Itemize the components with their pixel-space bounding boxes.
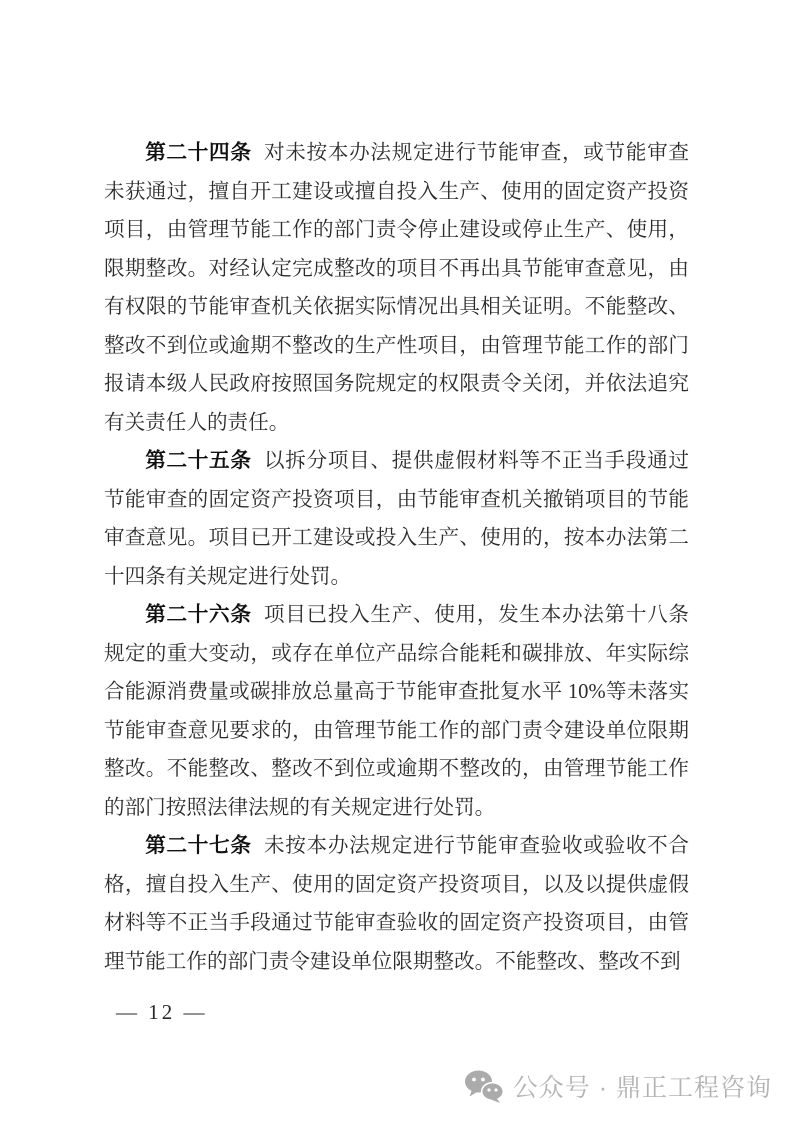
article-text: 项目已投入生产、使用，发生本办法第十八条规定的重大变动，或存在单位产品综合能耗和碳排放、年实际综合能源消费量或碳排放总量高于节能审查批复水平 10%等未落实节能审查意见要求的，由管理节能工作的部门责令建设单位限期整改。不能整改、整改不到位或逾期不整改的，由管理节能工作的部门按照法律法规的有关规定进行处罚。 bbox=[104, 604, 690, 819]
article-paragraph bbox=[104, 596, 689, 827]
article-text: 未按本办法规定进行节能审查验收或验收不合格，擅自投入生产、使用的固定资产投资项目，以及以提供虚假材料等不正当手段通过节能审查验收的固定资产投资项目，由管理节能工作的部门责令建设单位限期整改。不能整改、整改不到 bbox=[104, 835, 690, 973]
footer-watermark bbox=[464, 1068, 772, 1104]
article-paragraph bbox=[104, 442, 689, 596]
article-number: 第二十七条 bbox=[145, 835, 252, 857]
document-text-block bbox=[104, 134, 689, 981]
article-number: 第二十五条 bbox=[145, 450, 252, 472]
article-number: 第二十四条 bbox=[145, 142, 252, 164]
article-number: 第二十六条 bbox=[145, 604, 252, 626]
article-text: 对未按本办法规定进行节能审查，或节能审查未获通过，擅自开工建设或擅自投入生产、使用的固定资产投资项目，由管理节能工作的部门责令停止建设或停止生产、使用，限期整改。对经认定完成整改的项目不再出具节能审查意见，由有权限的节能审查机关依据实际情况出具相关证明。不能整改、整改不到位或逾期不整改的生产性项目，由管理节能工作的部门报请本级人民政府按照国务院规定的权限责令关闭，并依法追究有关责任人的责任。 bbox=[104, 142, 690, 434]
article-paragraph bbox=[104, 827, 689, 981]
wechat-icon bbox=[464, 1069, 504, 1103]
page-number: — 12 — bbox=[116, 1000, 208, 1024]
article-paragraph bbox=[104, 134, 689, 442]
article-text: 以拆分项目、提供虚假材料等不正当手段通过节能审查的固定资产投资项目，由节能审查机关撤销项目的节能审查意见。项目已开工建设或投入生产、使用的，按本办法第二十四条有关规定进行处罚。 bbox=[104, 450, 690, 588]
watermark-label: 公众号 · 鼎正工程咨询 bbox=[512, 1074, 772, 1102]
